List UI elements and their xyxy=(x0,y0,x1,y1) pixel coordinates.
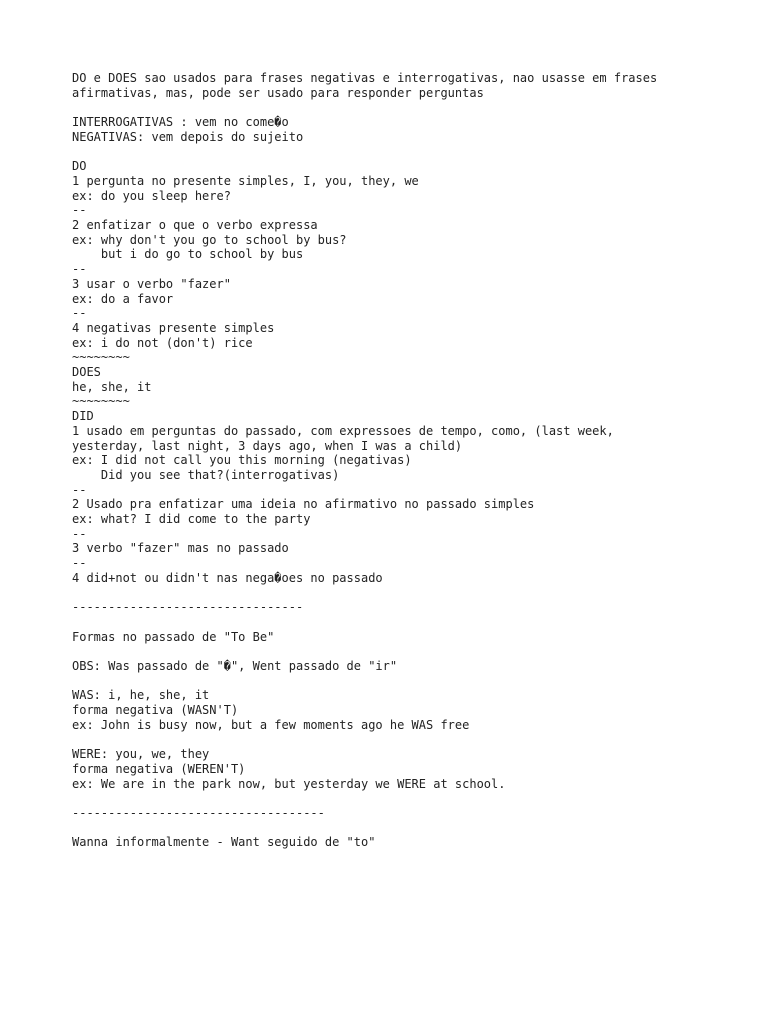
text-line: he, she, it xyxy=(72,379,152,394)
text-line: WERE: you, we, they xyxy=(72,747,210,762)
text-line: Formas no passado de "To Be" xyxy=(72,629,275,644)
text-line: -- xyxy=(72,262,87,277)
text-line: -- xyxy=(72,203,87,218)
text-line: Did you see that?(interrogativas) xyxy=(72,467,340,482)
text-line: 1 pergunta no presente simples, I, you, they, we xyxy=(72,173,419,188)
text-line: afirmativas, mas, pode ser usado para responder perguntas xyxy=(72,85,484,100)
text-line: DO xyxy=(72,159,87,174)
blank-line xyxy=(72,100,732,115)
text-line: ex: We are in the park now, but yesterday we WERE at school. xyxy=(72,776,506,791)
blank-line xyxy=(72,145,732,160)
text-line: -- xyxy=(72,556,87,571)
text-line: ----------------------------------- xyxy=(72,806,325,821)
text-line: ex: what? I did come to the party xyxy=(72,512,311,527)
text-line: -------------------------------- xyxy=(72,600,304,615)
text-line: NEGATIVAS: vem depois do sujeito xyxy=(72,129,304,144)
text-line: OBS: Was passado de "�", Went passado de "ir" xyxy=(72,659,398,674)
text-line: ex: John is busy now, but a few moments ago he WAS free xyxy=(72,717,470,732)
blank-line xyxy=(72,791,732,806)
text-line: 3 verbo "fazer" mas no passado xyxy=(72,541,289,556)
text-line: forma negativa (WASN'T) xyxy=(72,703,239,718)
text-line: 4 did+not ou didn't nas nega�oes no passado xyxy=(72,570,383,585)
text-line: -- xyxy=(72,306,87,321)
document-text xyxy=(72,71,732,850)
text-line: forma negativa (WEREN'T) xyxy=(72,761,246,776)
text-line: 1 usado em perguntas do passado, com expressoes de tempo, como, (last week, xyxy=(72,423,614,438)
text-line: 4 negativas presente simples xyxy=(72,320,275,335)
text-line: -- xyxy=(72,526,87,541)
text-line: but i do go to school by bus xyxy=(72,247,304,262)
text-line: WAS: i, he, she, it xyxy=(72,688,210,703)
text-line: DO e DOES sao usados para frases negativas e interrogativas, nao usasse em frases xyxy=(72,71,658,85)
text-line: ex: why don't you go to school by bus? xyxy=(72,232,347,247)
text-line: 3 usar o verbo "fazer" xyxy=(72,276,231,291)
text-line: yesterday, last night, 3 days ago, when I was a child) xyxy=(72,438,463,453)
text-line: -- xyxy=(72,482,87,497)
blank-line xyxy=(72,586,732,601)
text-line: DID xyxy=(72,409,94,424)
text-line: ~~~~~~~~ xyxy=(72,394,130,409)
text-line: ~~~~~~~~ xyxy=(72,350,130,365)
blank-line xyxy=(72,821,732,836)
text-line: Wanna informalmente - Want seguido de "to" xyxy=(72,835,376,850)
text-line: DOES xyxy=(72,365,101,380)
text-line: 2 Usado pra enfatizar uma ideia no afirmativo no passado simples xyxy=(72,497,535,512)
blank-line xyxy=(72,674,732,689)
text-line: INTERROGATIVAS : vem no come�o xyxy=(72,115,289,130)
text-line: 2 enfatizar o que o verbo expressa xyxy=(72,218,318,232)
text-line: ex: do you sleep here? xyxy=(72,188,231,203)
text-line: ex: do a favor xyxy=(72,291,174,306)
text-line: ex: I did not call you this morning (negativas) xyxy=(72,453,412,468)
text-line: ex: i do not (don't) rice xyxy=(72,335,253,350)
blank-line xyxy=(72,644,732,659)
blank-line xyxy=(72,615,732,630)
blank-line xyxy=(72,733,732,748)
